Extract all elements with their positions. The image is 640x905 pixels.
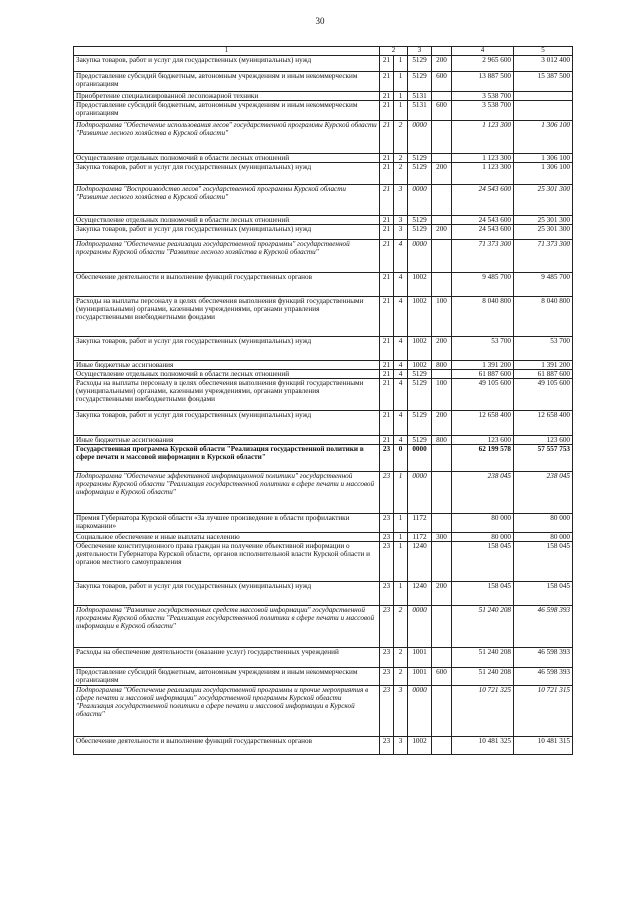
row-expense-type: 200 (432, 337, 452, 361)
row-amount-year2: 46 598 393 (514, 606, 573, 648)
row-program-code: 21 (380, 411, 394, 436)
row-name: Обеспечение конституционного права граждан на получение объективной информации о деятельности Губернатора Курской области, органов исполнительной власти Курской области и органов местного самоуправления (74, 542, 380, 582)
row-amount-year1: 10 481 325 (452, 737, 514, 755)
row-expense-type: 800 (432, 361, 452, 370)
row-amount-year1: 13 887 500 (452, 71, 514, 91)
row-expense-type (432, 91, 452, 100)
row-direction-code: 1002 (408, 737, 432, 755)
row-amount-year2: 25 301 300 (514, 225, 573, 240)
row-name: Подпрограмма "Обеспечение реализации государственной программы" государственной программы Курской области "Развитие лесного хозяйства в Курской области" (74, 240, 380, 273)
row-name: Обеспечение деятельности и выполнение функций государственных органов (74, 737, 380, 755)
table-row (74, 648, 573, 668)
row-amount-year1: 71 373 300 (452, 240, 514, 273)
row-name: Иные бюджетные ассигнования (74, 436, 380, 445)
row-name: Подпрограмма "Обеспечение использования лесов" государственной программы Курской области "Развитие лесного хозяйства в Курской области" (74, 120, 380, 153)
row-expense-type (432, 273, 452, 297)
row-program-code: 21 (380, 240, 394, 273)
table-row (74, 225, 573, 240)
table-row (74, 297, 573, 337)
row-direction-code: 0000 (408, 445, 432, 472)
row-direction-code: 1240 (408, 542, 432, 582)
row-program-code: 23 (380, 668, 394, 686)
row-name: Закупка товаров, работ и услуг для государственных (муниципальных) нужд (74, 55, 380, 71)
row-subprogram-code: 4 (394, 361, 408, 370)
row-amount-year2: 10 721 315 (514, 686, 573, 737)
row-program-code: 23 (380, 606, 394, 648)
row-expense-type (432, 648, 452, 668)
row-direction-code: 1001 (408, 648, 432, 668)
table-row (74, 411, 573, 436)
row-name: Осуществление отдельных полномочий в области лесных отношений (74, 153, 380, 162)
row-amount-year2: 71 373 300 (514, 240, 573, 273)
row-direction-code: 5129 (408, 379, 432, 411)
table-row (74, 686, 573, 737)
row-expense-type (432, 686, 452, 737)
row-name: Закупка товаров, работ и услуг для государственных (муниципальных) нужд (74, 162, 380, 184)
table-row (74, 361, 573, 370)
row-name: Предоставление субсидий бюджетным, автономным учреждениям и иным некоммерческим организациям (74, 668, 380, 686)
row-name: Подпрограмма "Воспроизводство лесов" государственной программы Курской области "Развитие лесного хозяйства в Курской области" (74, 184, 380, 215)
table-row (74, 273, 573, 297)
row-amount-year1: 51 240 208 (452, 668, 514, 686)
row-amount-year1: 2 965 600 (452, 55, 514, 71)
table-row (74, 337, 573, 361)
row-name: Осуществление отдельных полномочий в области лесных отношений (74, 215, 380, 224)
row-name: Закупка товаров, работ и услуг для государственных (муниципальных) нужд (74, 411, 380, 436)
row-expense-type (432, 184, 452, 215)
table-row (74, 120, 573, 153)
row-amount-year2: 25 301 300 (514, 215, 573, 224)
row-name: Осуществление отдельных полномочий в области лесных отношений (74, 370, 380, 379)
row-name: Подпрограмма "Обеспечение реализации государственной программы и прочие мероприятия в сфере печати и массовой информации" государственной программы Курской области "Реализация государственной политики в сфере печати и массовой информации в Курской области" (74, 686, 380, 737)
row-expense-type (432, 153, 452, 162)
row-program-code: 23 (380, 514, 394, 533)
row-expense-type: 200 (432, 582, 452, 606)
row-program-code: 21 (380, 273, 394, 297)
row-amount-year2: 1 306 100 (514, 153, 573, 162)
row-name: Расходы на обеспечение деятельности (оказание услуг) государственных учреждений (74, 648, 380, 668)
row-expense-type (432, 542, 452, 582)
row-subprogram-code: 1 (394, 542, 408, 582)
row-amount-year2: 46 598 393 (514, 648, 573, 668)
row-expense-type: 100 (432, 297, 452, 337)
row-program-code: 23 (380, 533, 394, 542)
row-direction-code: 5129 (408, 215, 432, 224)
row-expense-type: 600 (432, 100, 452, 120)
row-name: Расходы на выплаты персоналу в целях обеспечения выполнения функций государственными (муниципальными) органами, казенными учреждениями, органами управления государственными внебюджетными фондами (74, 297, 380, 337)
row-amount-year1: 80 000 (452, 514, 514, 533)
row-amount-year1: 123 600 (452, 436, 514, 445)
table-row (74, 514, 573, 533)
header-col-1: 1 (74, 47, 380, 56)
header-col-5: 5 (514, 47, 573, 56)
table-row (74, 162, 573, 184)
row-direction-code: 1002 (408, 337, 432, 361)
row-name: Государственная программа Курской области "Реализация государственной политики в сфере печати и массовой информации в Курской области" (74, 445, 380, 472)
row-name: Социальное обеспечение и иные выплаты населению (74, 533, 380, 542)
row-subprogram-code: 4 (394, 379, 408, 411)
row-program-code: 21 (380, 215, 394, 224)
row-amount-year2: 49 105 600 (514, 379, 573, 411)
row-program-code: 23 (380, 472, 394, 514)
row-direction-code: 0000 (408, 120, 432, 153)
row-direction-code: 1002 (408, 361, 432, 370)
table-row (74, 582, 573, 606)
row-amount-year2: 61 887 600 (514, 370, 573, 379)
row-amount-year2: 80 000 (514, 514, 573, 533)
row-program-code: 23 (380, 445, 394, 472)
row-amount-year2 (514, 100, 573, 120)
row-program-code: 21 (380, 225, 394, 240)
row-direction-code: 0000 (408, 686, 432, 737)
header-row (74, 47, 573, 56)
row-subprogram-code: 2 (394, 606, 408, 648)
row-program-code: 21 (380, 370, 394, 379)
row-amount-year2: 15 387 500 (514, 71, 573, 91)
row-program-code: 23 (380, 582, 394, 606)
header-col-3b (432, 47, 452, 56)
row-subprogram-code: 4 (394, 240, 408, 273)
row-program-code: 23 (380, 542, 394, 582)
table-row (74, 472, 573, 514)
row-subprogram-code: 1 (394, 55, 408, 71)
row-program-code: 21 (380, 297, 394, 337)
row-name: Обеспечение деятельности и выполнение функций государственных органов (74, 273, 380, 297)
row-subprogram-code: 1 (394, 514, 408, 533)
row-amount-year2: 46 598 393 (514, 668, 573, 686)
row-amount-year1: 61 887 600 (452, 370, 514, 379)
row-direction-code: 5129 (408, 436, 432, 445)
row-expense-type: 200 (432, 162, 452, 184)
row-subprogram-code: 3 (394, 686, 408, 737)
row-amount-year2: 238 045 (514, 472, 573, 514)
row-amount-year1: 51 240 208 (452, 606, 514, 648)
row-program-code: 21 (380, 184, 394, 215)
row-amount-year1: 49 105 600 (452, 379, 514, 411)
row-amount-year1: 53 700 (452, 337, 514, 361)
row-amount-year1: 1 123 300 (452, 153, 514, 162)
row-amount-year1: 3 538 700 (452, 100, 514, 120)
row-amount-year2: 8 040 800 (514, 297, 573, 337)
table-row (74, 445, 573, 472)
row-expense-type (432, 737, 452, 755)
row-name: Премия Губернатора Курской области «За лучшее произведение в области профилактики наркомании» (74, 514, 380, 533)
row-amount-year1: 3 538 700 (452, 91, 514, 100)
row-expense-type: 200 (432, 225, 452, 240)
row-amount-year2: 158 045 (514, 542, 573, 582)
row-subprogram-code: 4 (394, 411, 408, 436)
row-subprogram-code: 2 (394, 120, 408, 153)
row-amount-year1: 24 543 600 (452, 184, 514, 215)
row-expense-type (432, 514, 452, 533)
row-subprogram-code: 2 (394, 162, 408, 184)
row-program-code: 21 (380, 162, 394, 184)
table-row (74, 153, 573, 162)
row-program-code: 21 (380, 436, 394, 445)
row-direction-code: 1002 (408, 297, 432, 337)
row-amount-year1: 238 045 (452, 472, 514, 514)
table-row (74, 379, 573, 411)
row-amount-year2: 158 045 (514, 582, 573, 606)
row-direction-code: 5129 (408, 370, 432, 379)
row-amount-year1: 51 240 208 (452, 648, 514, 668)
row-program-code: 21 (380, 337, 394, 361)
table-row (74, 737, 573, 755)
row-direction-code: 1001 (408, 668, 432, 686)
row-amount-year1: 80 000 (452, 533, 514, 542)
row-program-code: 21 (380, 153, 394, 162)
row-expense-type (432, 472, 452, 514)
table-row (74, 91, 573, 100)
row-amount-year2: 53 700 (514, 337, 573, 361)
row-direction-code: 0000 (408, 240, 432, 273)
row-direction-code: 0000 (408, 606, 432, 648)
row-direction-code: 5129 (408, 71, 432, 91)
row-subprogram-code: 1 (394, 472, 408, 514)
table-row (74, 533, 573, 542)
row-name: Подпрограмма "Обеспечение эффективной информационной политики" государственной программы Курской области "Реализация государственной политики в сфере печати и массовой информации в Курской области" (74, 472, 380, 514)
row-subprogram-code: 2 (394, 153, 408, 162)
row-program-code: 21 (380, 55, 394, 71)
header-col-4: 4 (452, 47, 514, 56)
row-amount-year2: 25 301 300 (514, 184, 573, 215)
row-direction-code: 5129 (408, 55, 432, 71)
row-amount-year2: 80 000 (514, 533, 573, 542)
row-amount-year2: 1 306 100 (514, 120, 573, 153)
row-expense-type: 200 (432, 55, 452, 71)
row-direction-code: 1172 (408, 514, 432, 533)
row-expense-type (432, 240, 452, 273)
row-amount-year2: 9 485 700 (514, 273, 573, 297)
row-expense-type: 800 (432, 436, 452, 445)
row-subprogram-code: 1 (394, 582, 408, 606)
row-expense-type: 100 (432, 379, 452, 411)
row-program-code: 23 (380, 648, 394, 668)
table-row (74, 668, 573, 686)
row-amount-year1: 9 485 700 (452, 273, 514, 297)
row-amount-year1: 24 543 600 (452, 215, 514, 224)
row-amount-year1: 1 123 300 (452, 120, 514, 153)
row-subprogram-code: 4 (394, 297, 408, 337)
row-direction-code: 5129 (408, 153, 432, 162)
table-row (74, 370, 573, 379)
row-direction-code: 0000 (408, 184, 432, 215)
table-row (74, 436, 573, 445)
row-program-code: 21 (380, 100, 394, 120)
row-subprogram-code: 3 (394, 215, 408, 224)
row-name: Предоставление субсидий бюджетным, автономным учреждениям и иным некоммерческим организациям (74, 100, 380, 120)
row-amount-year1: 62 199 578 (452, 445, 514, 472)
row-amount-year1: 1 391 200 (452, 361, 514, 370)
row-amount-year2: 1 391 200 (514, 361, 573, 370)
row-amount-year2: 1 306 100 (514, 162, 573, 184)
row-program-code: 21 (380, 379, 394, 411)
row-amount-year1: 10 721 325 (452, 686, 514, 737)
row-amount-year2: 10 481 315 (514, 737, 573, 755)
row-subprogram-code: 2 (394, 648, 408, 668)
row-program-code: 21 (380, 91, 394, 100)
row-name: Закупка товаров, работ и услуг для государственных (муниципальных) нужд (74, 337, 380, 361)
row-name: Подпрограмма "Развитие государственных средств массовой информации" государственной программы Курской области "Реализация государственной политики в сфере печати и массовой информации в Курской области" (74, 606, 380, 648)
row-subprogram-code: 4 (394, 436, 408, 445)
row-program-code: 23 (380, 737, 394, 755)
row-amount-year2: 12 658 400 (514, 411, 573, 436)
row-name: Закупка товаров, работ и услуг для государственных (муниципальных) нужд (74, 225, 380, 240)
row-direction-code: 5129 (408, 411, 432, 436)
header-col-2: 2 (380, 47, 408, 56)
row-name: Приобретение специализированной лесопожарной техники (74, 91, 380, 100)
row-name: Закупка товаров, работ и услуг для государственных (муниципальных) нужд (74, 582, 380, 606)
table-row (74, 71, 573, 91)
row-direction-code: 1002 (408, 273, 432, 297)
row-direction-code: 5129 (408, 162, 432, 184)
row-name: Расходы на выплаты персоналу в целях обеспечения выполнения функций государственными (муниципальными) органами, казенными учреждениями, органами управления государственными внебюджетными фондами (74, 379, 380, 411)
row-name: Предоставление субсидий бюджетным, автономным учреждениям и иным некоммерческим организациям (74, 71, 380, 91)
row-amount-year2: 3 012 400 (514, 55, 573, 71)
row-program-code: 21 (380, 361, 394, 370)
row-program-code: 23 (380, 686, 394, 737)
row-amount-year1: 24 543 600 (452, 225, 514, 240)
row-expense-type (432, 120, 452, 153)
row-direction-code: 1172 (408, 533, 432, 542)
table-row (74, 542, 573, 582)
row-amount-year2: 57 557 753 (514, 445, 573, 472)
row-subprogram-code: 0 (394, 445, 408, 472)
row-expense-type: 600 (432, 71, 452, 91)
row-program-code: 21 (380, 71, 394, 91)
row-amount-year1: 158 045 (452, 582, 514, 606)
row-direction-code: 5129 (408, 225, 432, 240)
row-amount-year1: 1 123 300 (452, 162, 514, 184)
row-direction-code: 5131 (408, 91, 432, 100)
row-name: Иные бюджетные ассигнования (74, 361, 380, 370)
row-subprogram-code: 3 (394, 184, 408, 215)
row-subprogram-code: 2 (394, 668, 408, 686)
row-subprogram-code: 4 (394, 370, 408, 379)
table-row (74, 215, 573, 224)
row-subprogram-code: 3 (394, 225, 408, 240)
row-expense-type (432, 370, 452, 379)
row-amount-year2: 123 600 (514, 436, 573, 445)
row-amount-year2 (514, 91, 573, 100)
row-expense-type: 300 (432, 533, 452, 542)
row-subprogram-code: 3 (394, 737, 408, 755)
row-subprogram-code: 1 (394, 533, 408, 542)
table-row (74, 100, 573, 120)
row-amount-year1: 158 045 (452, 542, 514, 582)
row-subprogram-code: 1 (394, 71, 408, 91)
row-amount-year1: 12 658 400 (452, 411, 514, 436)
row-expense-type (432, 445, 452, 472)
table-row (74, 606, 573, 648)
row-subprogram-code: 4 (394, 337, 408, 361)
table-row (74, 240, 573, 273)
row-expense-type: 200 (432, 411, 452, 436)
row-direction-code: 0000 (408, 472, 432, 514)
table-row (74, 55, 573, 71)
row-amount-year1: 8 040 800 (452, 297, 514, 337)
row-expense-type: 600 (432, 668, 452, 686)
row-subprogram-code: 1 (394, 100, 408, 120)
row-expense-type (432, 606, 452, 648)
row-expense-type (432, 215, 452, 224)
budget-table (73, 46, 573, 755)
row-direction-code: 5131 (408, 100, 432, 120)
row-program-code: 21 (380, 120, 394, 153)
row-direction-code: 1240 (408, 582, 432, 606)
table-row (74, 184, 573, 215)
row-subprogram-code: 4 (394, 273, 408, 297)
page-number: 30 (315, 16, 325, 26)
header-col-3: 3 (408, 47, 432, 56)
row-subprogram-code: 1 (394, 91, 408, 100)
